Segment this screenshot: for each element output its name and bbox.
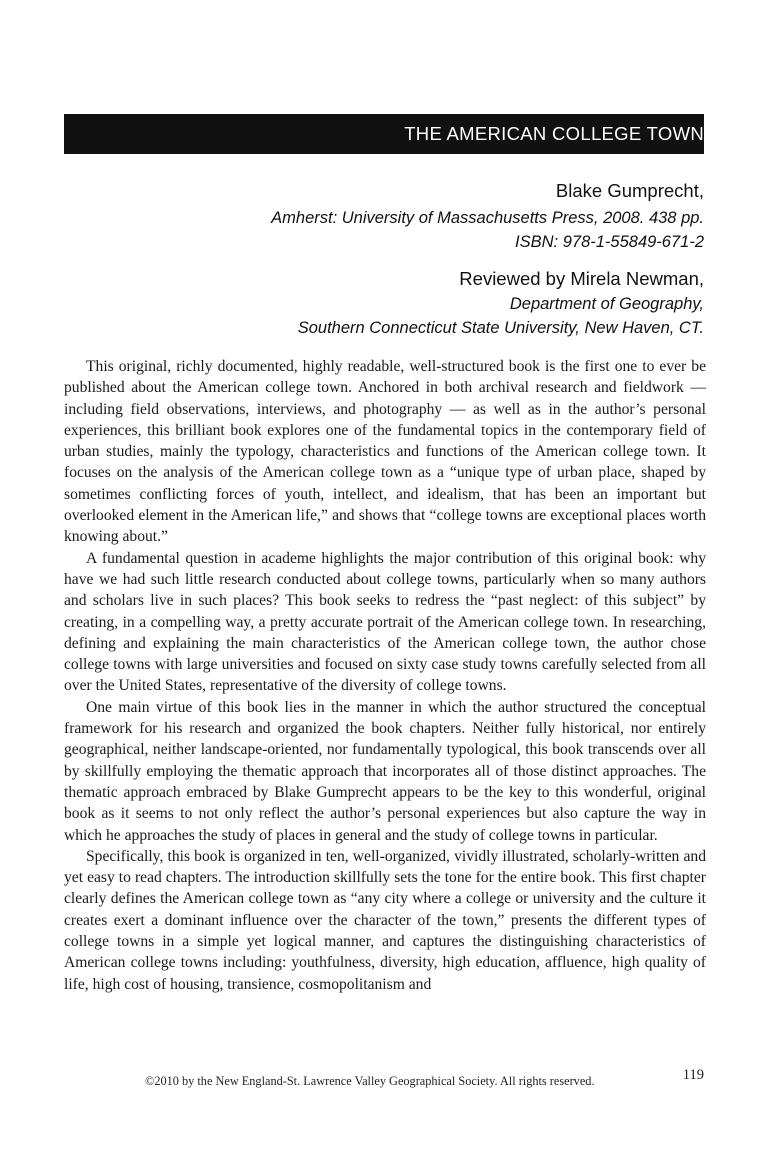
book-author: Blake Gumprecht,: [555, 180, 704, 201]
paragraph: This original, richly documented, highly readable, well-structured book is the first one to ever be published about the American college town. Anchored in both archival research and fieldwork — including field observations, interviews, and photography — as well as in the author’s personal experiences, this brilliant book explores one of the fundamental topics in the contemporary field of urban studies, mainly the typology, characteristics and functions of the American college town. It focuses on the analysis of the American college town as a “unique type of urban place, shaped by sometimes conflicting forces of youth, intellect, and idealism, that has been an important but overlooked element in the American life,” and shows that “college towns are exceptional places worth knowing about.”: [64, 358, 706, 546]
copyright-notice: ©2010 by the New England-St. Lawrence Valley Geographical Society. All rights reserved.: [145, 1074, 595, 1088]
reviewer-affiliation: [64, 292, 704, 340]
reviewer-institution: Southern Connecticut State University, New Haven, CT.: [297, 319, 704, 337]
reviewer-name: Reviewed by Mirela Newman,: [459, 268, 704, 289]
reviewer-department: Department of Geography,: [509, 295, 704, 313]
article-title-banner: [64, 114, 704, 154]
article-title: THE AMERICAN COLLEGE TOWN: [404, 123, 704, 144]
review-body: [64, 356, 706, 995]
paragraph: Specifically, this book is organized in ten, well-organized, vividly illustrated, scholarly-written and yet easy to read chapters. The introduction skillfully sets the tone for the entire book. This first chapter clearly defines the American college town as “any city where a college or university and the culture it creates exert a dominant influence over the character of the town,” presents the different types of college towns in a simple yet logical manner, and captures the distinguishing characteristics of American college towns including: youthfulness, diversity, high education, affluence, high quality of life, high cost of housing, transience, cosmopolitanism and: [64, 847, 706, 993]
paragraph: A fundamental question in academe highlights the major contribution of this original book: why have we had such little research conducted about college towns, particularly when so many authors and scholars live in such places? This book seeks to redress the “past neglect: of this subject” by creating, in a compelling way, a pretty accurate portrait of the American college town. In researching, defining and explaining the main characteristics of the American college town, the author chose college towns with large universities and focused on sixty case study towns carefully selected from all over the United States, representative of the diversity of college towns.: [64, 549, 706, 695]
book-publication-info: [64, 206, 704, 254]
paragraph: One main virtue of this book lies in the manner in which the author structured the conceptual framework for his research and organized the book chapters. Neither fully historical, nor entirely geographical, neither landscape-oriented, nor fundamentally typological, this book transcends over all by skillfully employing the thematic approach that incorporates all of those distinct approaches. The thematic approach embraced by Blake Gumprecht appears to be the key to this wonderful, original book as it seems to not only reflect the author’s personal experiences but also capture the way in which he approaches the study of places in general and the study of college towns in particular.: [64, 698, 706, 844]
page-number: 119: [682, 1067, 704, 1083]
publisher-line: Amherst: University of Massachusetts Press, 2008. 438 pp.: [271, 209, 704, 227]
isbn-line: ISBN: 978-1-55849-671-2: [515, 233, 704, 251]
